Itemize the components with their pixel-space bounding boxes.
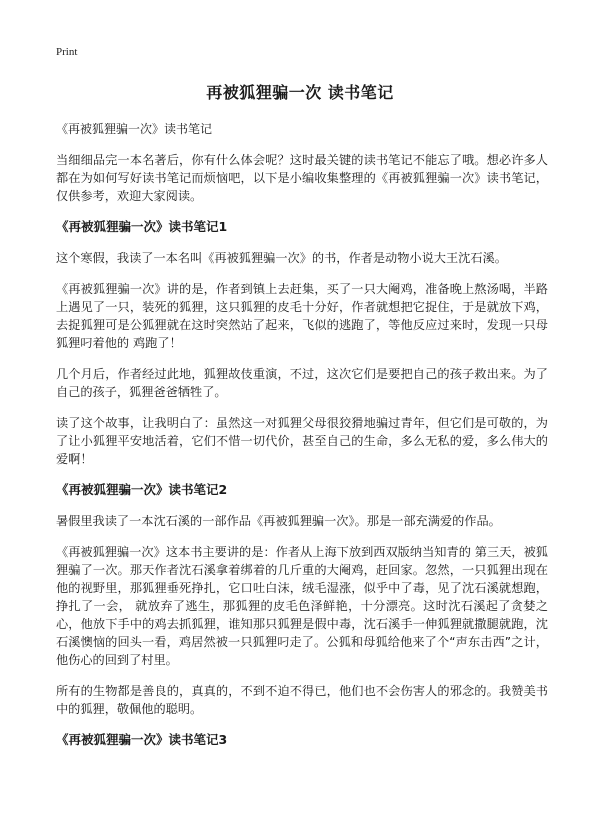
paragraph: 读了这个故事，让我明白了：虽然这一对狐狸父母很狡猾地骗过青年，但它们是可敬的，为了让小狐狸平安地活着，它们不惜一切代价，甚至自己的生命，多么无私的爱，多么伟大的爱啊！ <box>56 416 548 466</box>
paragraph: 几个月后，作者经过此地，狐狸故伎重演，不过，这次它们是要把自己的孩子救出来。为了自己的孩子，狐狸爸爸牺牲了。 <box>56 367 548 399</box>
section-heading-2: 《再被狐狸骗一次》读书笔记2 <box>56 482 228 497</box>
section-heading-1: 《再被狐狸骗一次》读书笔记1 <box>56 219 228 234</box>
paragraph: 所有的生物都是善良的，真真的，不到不迫不得已，他们也不会伤害人的邪念的。我赞美书中的狐狸，敬佩他的聪明。 <box>56 684 548 716</box>
page-title: 再被狐狸骗一次 读书笔记 <box>206 83 394 102</box>
lead-paragraph: 当细细品完一本名著后，你有什么体会呢？这时最关键的读书笔记不能忘了哦。想必许多人都在为如何写好读书笔记而烦恼吧，以下是小编收集整理的《再被狐狸骗一次》读书笔记，仅供参考，欢迎大家阅读。 <box>56 153 548 203</box>
paragraph: 《再被狐狸骗一次》这本书主要讲的是：作者从上海下放到西双版纳当知青的 第三天，被狐狸骗了一次。那天作者沈石溪拿着绑着的几斤重的大阉鸡，赶回家。忽然，一只狐狸出现在他的视野里，那狐狸垂死挣扎，它口吐白沫，绒毛湿涨，似乎中了毒，见了沈石溪就想跑，挣扎了一会， 就放弃了逃生，那狐狸的皮毛色泽鲜艳，十分漂亮。这时沈石溪起了贪婪之心，他放下手中的鸡去抓狐狸，谁知那只狐狸是假中毒，沈石溪手一伸狐狸就撒腿就跑，沈石溪懊恼的回头一看，鸡居然被一只狐狸叼走了。公狐和母狐给他来了个“声东击西”之计，他伤心的回到了村里。 <box>56 545 548 667</box>
intro-line: 《再被狐狸骗一次》读书笔记 <box>56 122 213 136</box>
print-label[interactable]: Print <box>56 46 78 58</box>
paragraph: 这个寒假，我读了一本名叫《再被狐狸骗一次》的书，作者是动物小说大王沈石溪。 <box>56 251 507 265</box>
article-body <box>56 120 548 762</box>
section-heading-3: 《再被狐狸骗一次》读书笔记3 <box>56 732 228 747</box>
paragraph: 《再被狐狸骗一次》讲的是，作者到镇上去赶集，买了一只大阉鸡，准备晚上熬汤喝，半路上遇见了一只，装死的狐狸，这只狐狸的皮毛十分好，作者就想把它捉住，于是就放下鸡，去捉狐狸可是公狐狸就在这时突然站了起来，飞似的逃跑了，等他反应过来时，发现一只母狐狸叼着他的 鸡跑了！ <box>56 282 548 350</box>
paragraph: 暑假里我读了一本沈石溪的一部作品《再被狐狸骗一次》。那是一部充满爱的作品。 <box>56 514 501 528</box>
